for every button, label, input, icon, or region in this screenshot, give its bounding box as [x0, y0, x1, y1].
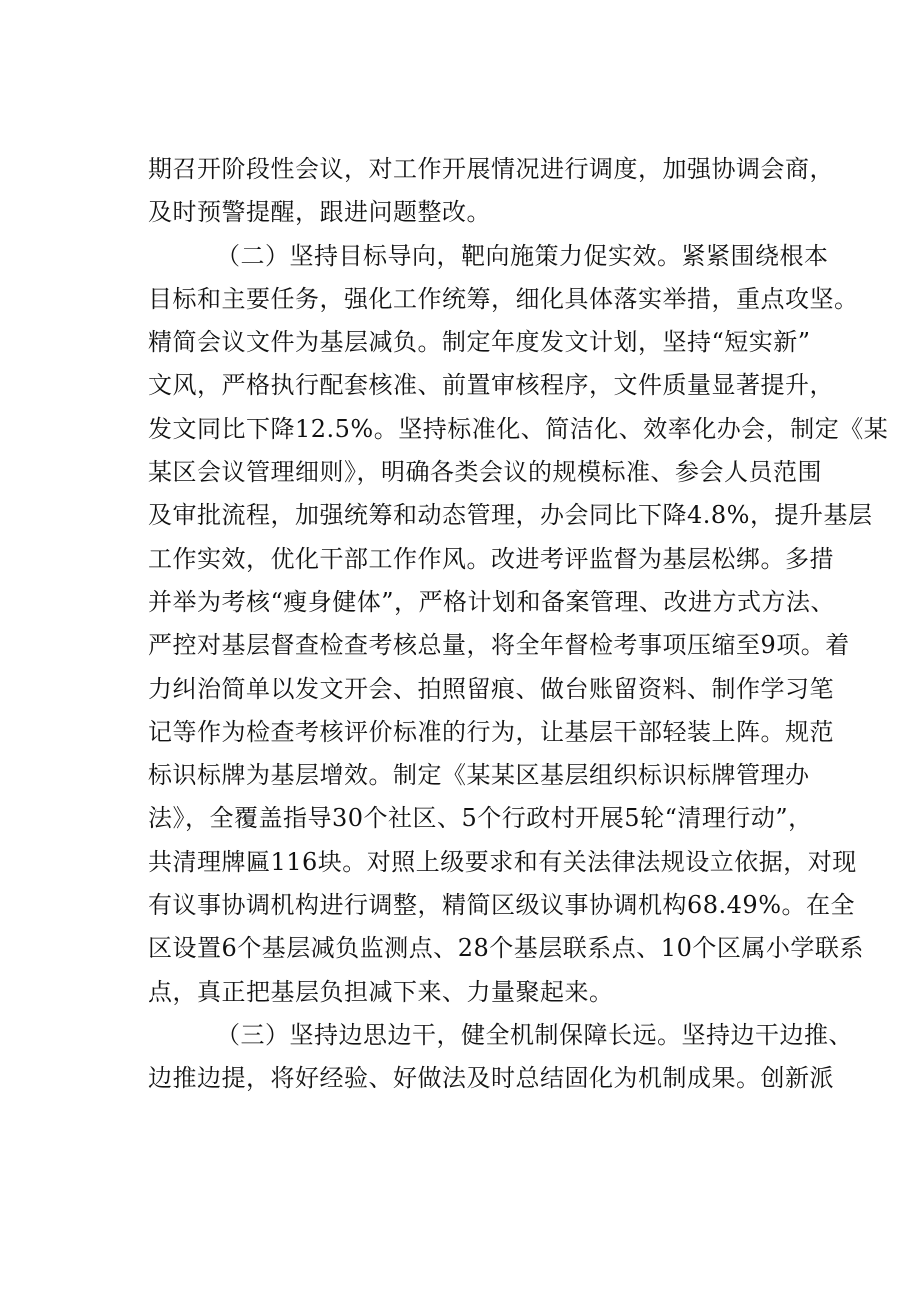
text-line: 并举为考核“瘦身健体”，严格计划和备案管理、改进方式方法、 [148, 587, 836, 616]
text-line: 文风，严格执行配套核准、前置审核程序，文件质量显著提升， [148, 371, 834, 400]
text-line: 共清理牌匾116块。对照上级要求和有关法律法规设立依据，对现 [148, 847, 857, 876]
text-line: 发文同比下降12.5%。坚持标准化、简洁化、效率化办会，制定《某 [148, 414, 889, 443]
section-heading-line: （二）坚持目标导向，靶向施策力促实效。紧紧围绕根本 [216, 241, 829, 270]
text-line: 区设置6个基层减负监测点、28个基层联系点、10个区属小学联系 [148, 934, 864, 963]
text-line: 及审批流程，加强统筹和动态管理，办会同比下降4.8%，提升基层 [148, 501, 873, 530]
text-line: 点，真正把基层负担减下来、力量聚起来。 [148, 977, 614, 1006]
text-line: 标识标牌为基层增效。制定《某某区基层组织标识标牌管理办 [148, 761, 810, 790]
section-heading-line: （三）坚持边思边干，健全机制保障长远。坚持边干边推、 [216, 1020, 853, 1049]
text-line: 目标和主要任务，强化工作统筹，细化具体落实举措，重点攻坚。 [148, 284, 859, 313]
text-line: 严控对基层督查检查考核总量，将全年督检考事项压缩至9项。着 [148, 631, 850, 660]
text-line: 期召开阶段性会议，对工作开展情况进行调度，加强协调会商， [148, 155, 834, 183]
document-body [148, 148, 889, 1101]
text-line: 边推边提，将好经验、好做法及时总结固化为机制成果。创新派 [148, 1064, 834, 1093]
text-line: 力纠治简单以发文开会、拍照留痕、做台账留资料、制作学习笔 [148, 674, 834, 703]
text-line: 法》，全覆盖指导30个社区、5个行政村开展5轮“清理行动”， [148, 804, 813, 833]
text-line: 及时预警提醒，跟进问题整改。 [148, 198, 491, 227]
text-line: 工作实效，优化干部工作作风。改进考评监督为基层松绑。多措 [148, 544, 834, 573]
text-line: 记等作为检查考核评价标准的行为，让基层干部轻装上阵。规范 [148, 717, 834, 746]
text-line: 精简会议文件为基层减负。制定年度发文计划，坚持“短实新” [148, 328, 811, 357]
text-line: 某区会议管理细则》，明确各类会议的规模标准、参会人员范围 [148, 458, 822, 487]
text-line: 有议事协调机构进行调整，精简区级议事协调机构68.49%。在全 [148, 891, 856, 920]
